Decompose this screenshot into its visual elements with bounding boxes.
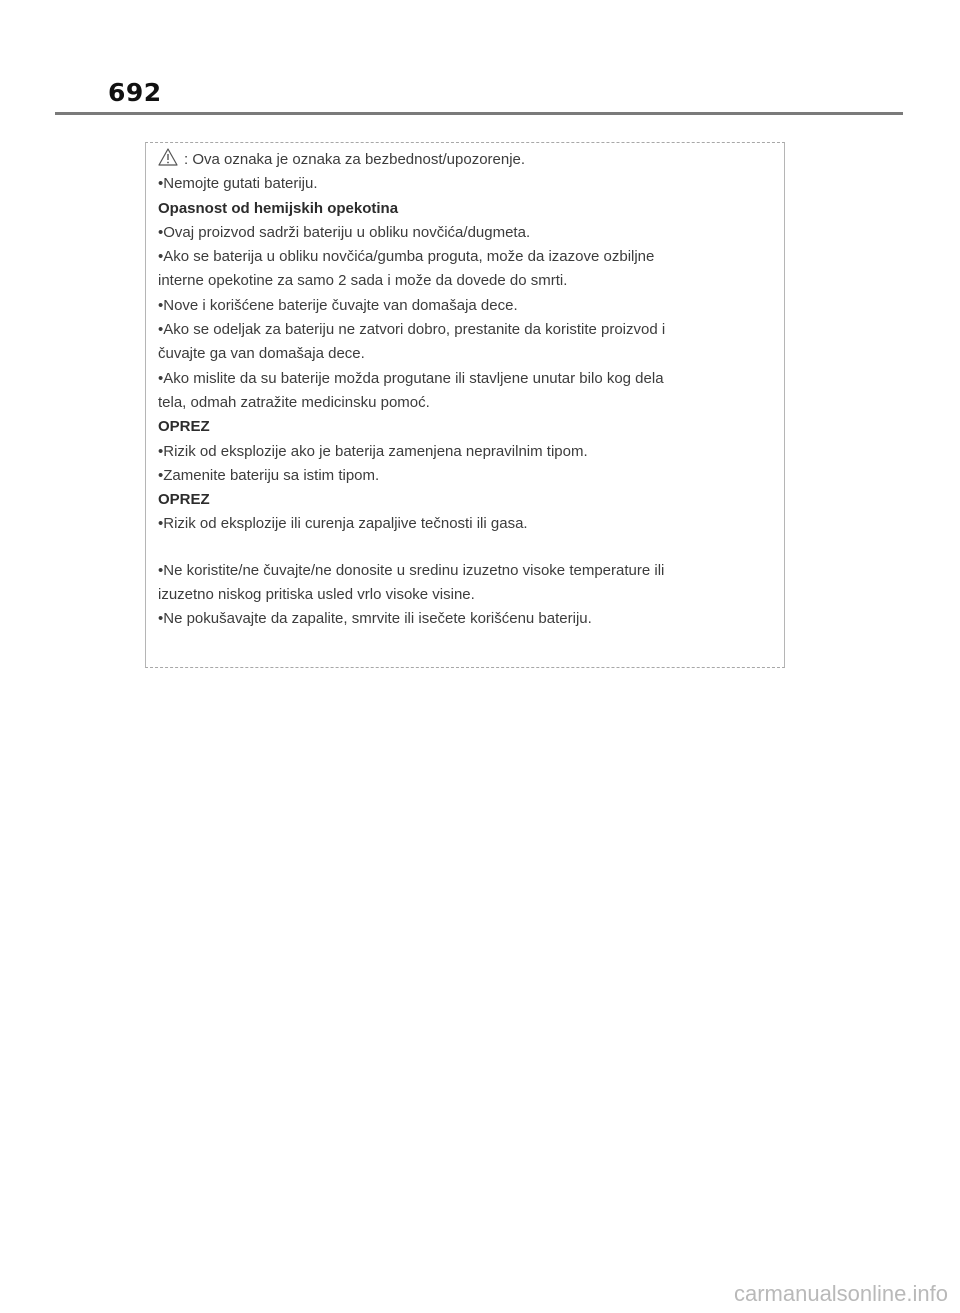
warning-triangle-icon bbox=[158, 148, 178, 166]
warning-item-text: •Zamenite bateriju sa istim tipom. bbox=[158, 466, 380, 484]
warning-item-text: •Ako se odeljak za bateriju ne zatvori dobro, prestanite da koristite proizvod i bbox=[158, 321, 666, 339]
warning-item-text: •Nemojte gutati bateriju. bbox=[158, 175, 318, 193]
warning-intro-line bbox=[158, 148, 772, 172]
warning-item-text: •Ako mislite da su baterije možda progutane ili stavljene unutar bilo kog dela bbox=[158, 369, 664, 387]
warning-item-text: •Nove i korišćene baterije čuvajte van domašaja dece. bbox=[158, 296, 518, 314]
warning-item-text: •Rizik od eksplozije ili curenja zapaljive tečnosti ili gasa. bbox=[158, 515, 528, 533]
spacer bbox=[158, 537, 772, 559]
section-heading: OPREZ bbox=[158, 491, 210, 509]
warning-item-text: tela, odmah zatražite medicinsku pomoć. bbox=[158, 393, 430, 411]
warning-item-text: interne opekotine za samo 2 sada i može da dovede do smrti. bbox=[158, 272, 568, 290]
warning-item-text: •Ako se baterija u obliku novčića/gumba proguta, može da izazove ozbiljne bbox=[158, 248, 655, 266]
warning-item-text: •Rizik od eksplozije ako je baterija zamenjena nepravilnim tipom. bbox=[158, 442, 588, 460]
warning-item-text: •Ne koristite/ne čuvajte/ne donosite u sredinu izuzetno visoke temperature ili bbox=[158, 561, 665, 579]
warning-item-text: izuzetno niskog pritiska usled vrlo visoke visine. bbox=[158, 586, 475, 604]
warning-item-text: čuvajte ga van domašaja dece. bbox=[158, 345, 365, 363]
section-heading: OPREZ bbox=[158, 418, 210, 436]
warning-item-text: •Ne pokušavajte da zapalite, smrvite ili isečete korišćenu bateriju. bbox=[158, 610, 592, 628]
warning-item-text: •Ovaj proizvod sadrži bateriju u obliku novčića/dugmeta. bbox=[158, 223, 531, 241]
section-heading: Opasnost od hemijskih opekotina bbox=[158, 199, 399, 217]
warning-intro-text: : Ova oznaka je oznaka za bezbednost/upozorenje. bbox=[184, 151, 526, 168]
site-watermark: carmanualsonline.info bbox=[733, 1281, 948, 1306]
page-number: 692 bbox=[108, 78, 162, 107]
battery-warning-box bbox=[145, 142, 785, 668]
header-divider bbox=[55, 112, 903, 115]
